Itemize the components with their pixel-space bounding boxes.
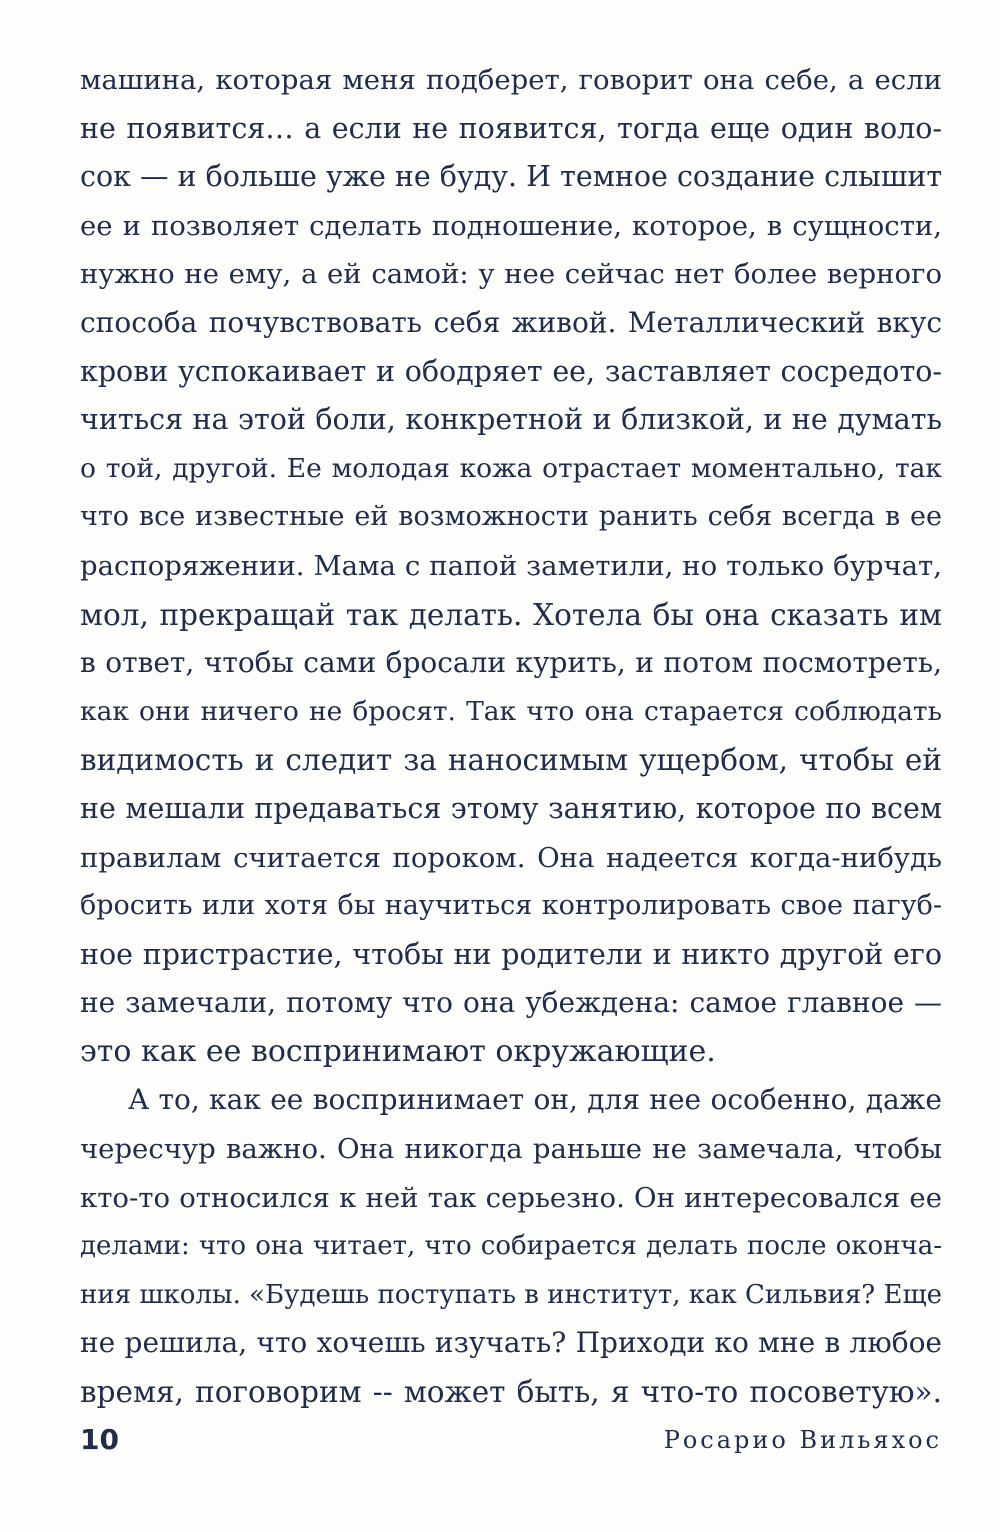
text-line: машина, которая меня подберет, говорит она себе, а если xyxy=(80,64,942,96)
text-line: кто-то относился к ней так серьезно. Он интересовался ее xyxy=(80,1181,942,1214)
text-line: ее и позволяет сделать подношение, которое, в сущности, xyxy=(80,209,942,242)
text-line: крови успокаивает и ободряет ее, заставляет сосредото- xyxy=(80,354,942,388)
running-head-author: Росарио Вильяхос xyxy=(663,1426,942,1454)
text-line: распоряжении. Мама с папой заметили, но только бурчат, xyxy=(80,549,942,582)
text-line: не решила, что хочешь изучать? Приходи ко мне в любое xyxy=(80,1326,942,1360)
text-line: сок — и больше уже не буду. И темное создание слышит xyxy=(80,160,943,194)
text-line: видимость и следит за наносимым ущербом, чтобы ей xyxy=(80,743,942,778)
text-line: ния школы. «Будешь поступать в институт, как Сильвия? Еще xyxy=(80,1279,942,1310)
text-line: не появится… а если не появится, тогда еще один воло- xyxy=(80,111,942,145)
page-footer xyxy=(0,1422,1000,1462)
text-line: ное пристрастие, чтобы ни родители и никто другой его xyxy=(80,937,942,971)
text-line: что все известные ей возможности ранить себя всегда в ее xyxy=(80,501,942,533)
text-line: способа почувствовать себя живой. Металлический вкус xyxy=(80,305,942,339)
text-line: в ответ, чтобы сами бросали курить, и потом посмотреть, xyxy=(80,646,942,680)
text-line: не замечали, потому что она убеждена: самое главное — xyxy=(80,986,942,1020)
paragraph-start-line: А то, как ее воспринимает он, для нее особенно, даже xyxy=(128,1083,942,1117)
text-line: чересчур важно. Она никогда раньше не замечала, чтобы xyxy=(80,1133,942,1166)
text-line: как они ничего не бросят. Так что она старается соблюдать xyxy=(80,695,942,727)
text-line: о той, другой. Ее молодая кожа отрастает моментально, так xyxy=(80,452,942,484)
text-line: мол, прекращай так делать. Хотела бы она сказать им xyxy=(80,597,942,632)
text-line: нужно не ему, а ей самой: у нее сейчас нет более верного xyxy=(80,258,942,291)
text-line: делами: что она читает, что собирается делать после оконча- xyxy=(80,1231,942,1262)
body-text xyxy=(80,56,942,1417)
page-number: 10 xyxy=(80,1423,119,1456)
text-line: читься на этой боли, конкретной и близкой, и не думать xyxy=(80,403,942,437)
paragraph-end-line: это как ее воспринимают окружающие. xyxy=(80,1033,716,1069)
text-line: правилам считается пороком. Она надеется когда-нибудь xyxy=(80,841,942,874)
text-line: бросить или хотя бы научиться контролировать свое пагуб- xyxy=(80,890,942,922)
text-line: время, поговорим -- может быть, я что-то посоветую». xyxy=(80,1375,942,1410)
text-line: не мешали предаваться этому занятию, которое по всем xyxy=(80,791,942,825)
